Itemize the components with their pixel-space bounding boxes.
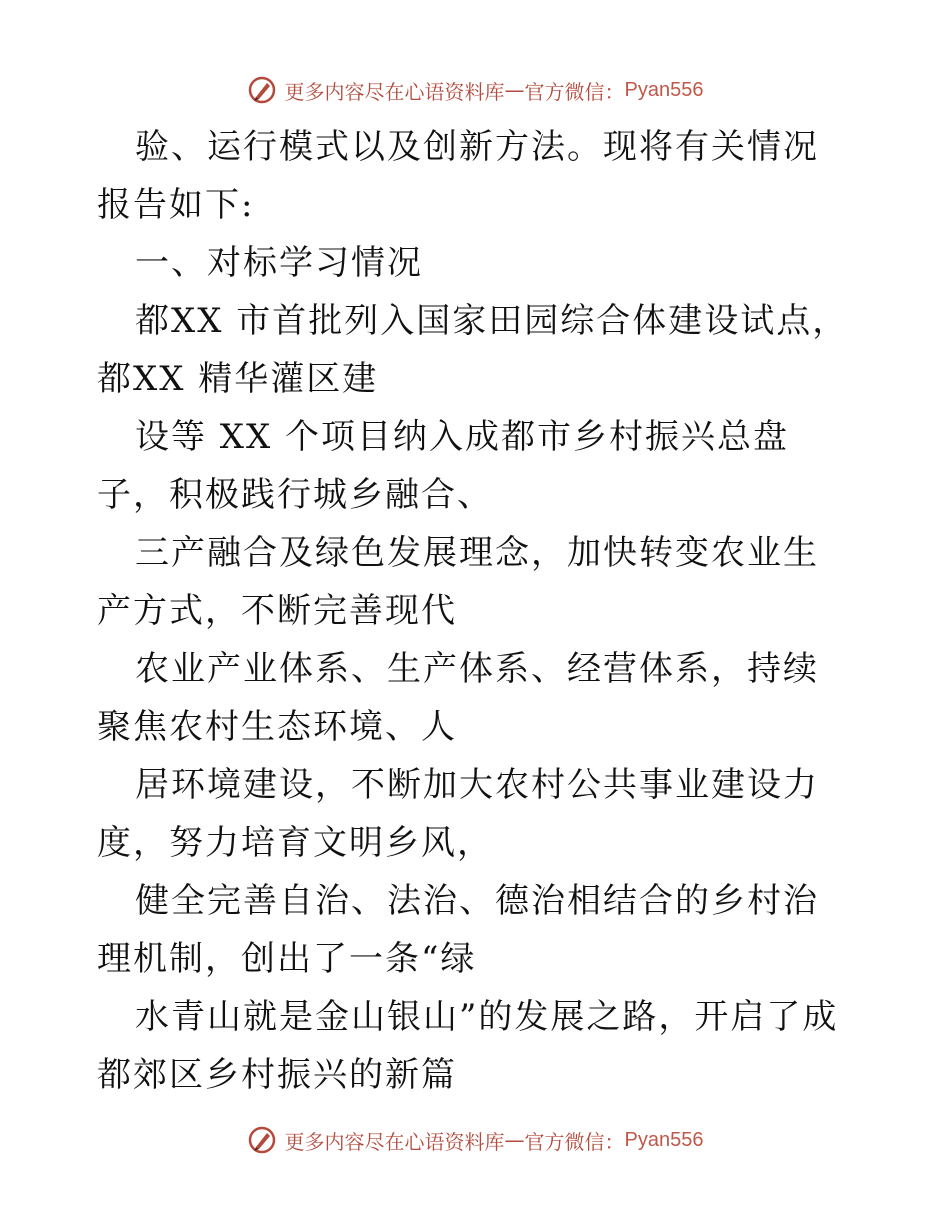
paragraph: 三产融合及绿色发展理念，加快转变农业生产方式，不断完善现代 — [97, 533, 819, 631]
footer-wechat-label: 官方微信： — [524, 1129, 625, 1154]
header-wechat-handle: Pyan556 — [624, 78, 704, 101]
pen-logo-icon — [247, 75, 277, 105]
section-heading: 一、对标学习情况 — [135, 243, 423, 283]
header-brand-text: 更多内容尽在心语资料库 — [284, 79, 505, 104]
document-body — [97, 118, 853, 1104]
footer-separator: — — [504, 1128, 525, 1152]
footer-brand-text: 更多内容尽在心语资料库 — [284, 1129, 505, 1154]
header-banner — [0, 72, 950, 108]
footer-wechat-handle: Pyan556 — [624, 1128, 704, 1151]
paragraph: 农业产业体系、生产体系、经营体系，持续聚焦农村生态环境、人 — [97, 649, 819, 747]
paragraph: 水青山就是金山银山”的发展之路，开启了成都郊区乡村振兴的新篇 — [97, 997, 839, 1095]
header-separator: — — [504, 78, 525, 102]
paragraph: 健全完善自治、法治、德治相结合的乡村治理机制，创出了一条“绿 — [97, 881, 819, 979]
header-wechat-label: 官方微信： — [524, 79, 625, 104]
pen-logo-icon — [247, 1125, 277, 1155]
paragraph: 居环境建设，不断加大农村公共事业建设力度，努力培育文明乡风， — [97, 765, 819, 863]
paragraph: 都XX 市首批列入国家田园综合体建设试点，都XX 精华灌区建 — [97, 301, 849, 399]
footer-banner — [0, 1122, 950, 1158]
paragraph: 设等 XX 个项目纳入成都市乡村振兴总盘子，积极践行城乡融合、 — [97, 417, 790, 515]
paragraph: 验、运行模式以及创新方法。现将有关情况报告如下: — [97, 127, 819, 225]
